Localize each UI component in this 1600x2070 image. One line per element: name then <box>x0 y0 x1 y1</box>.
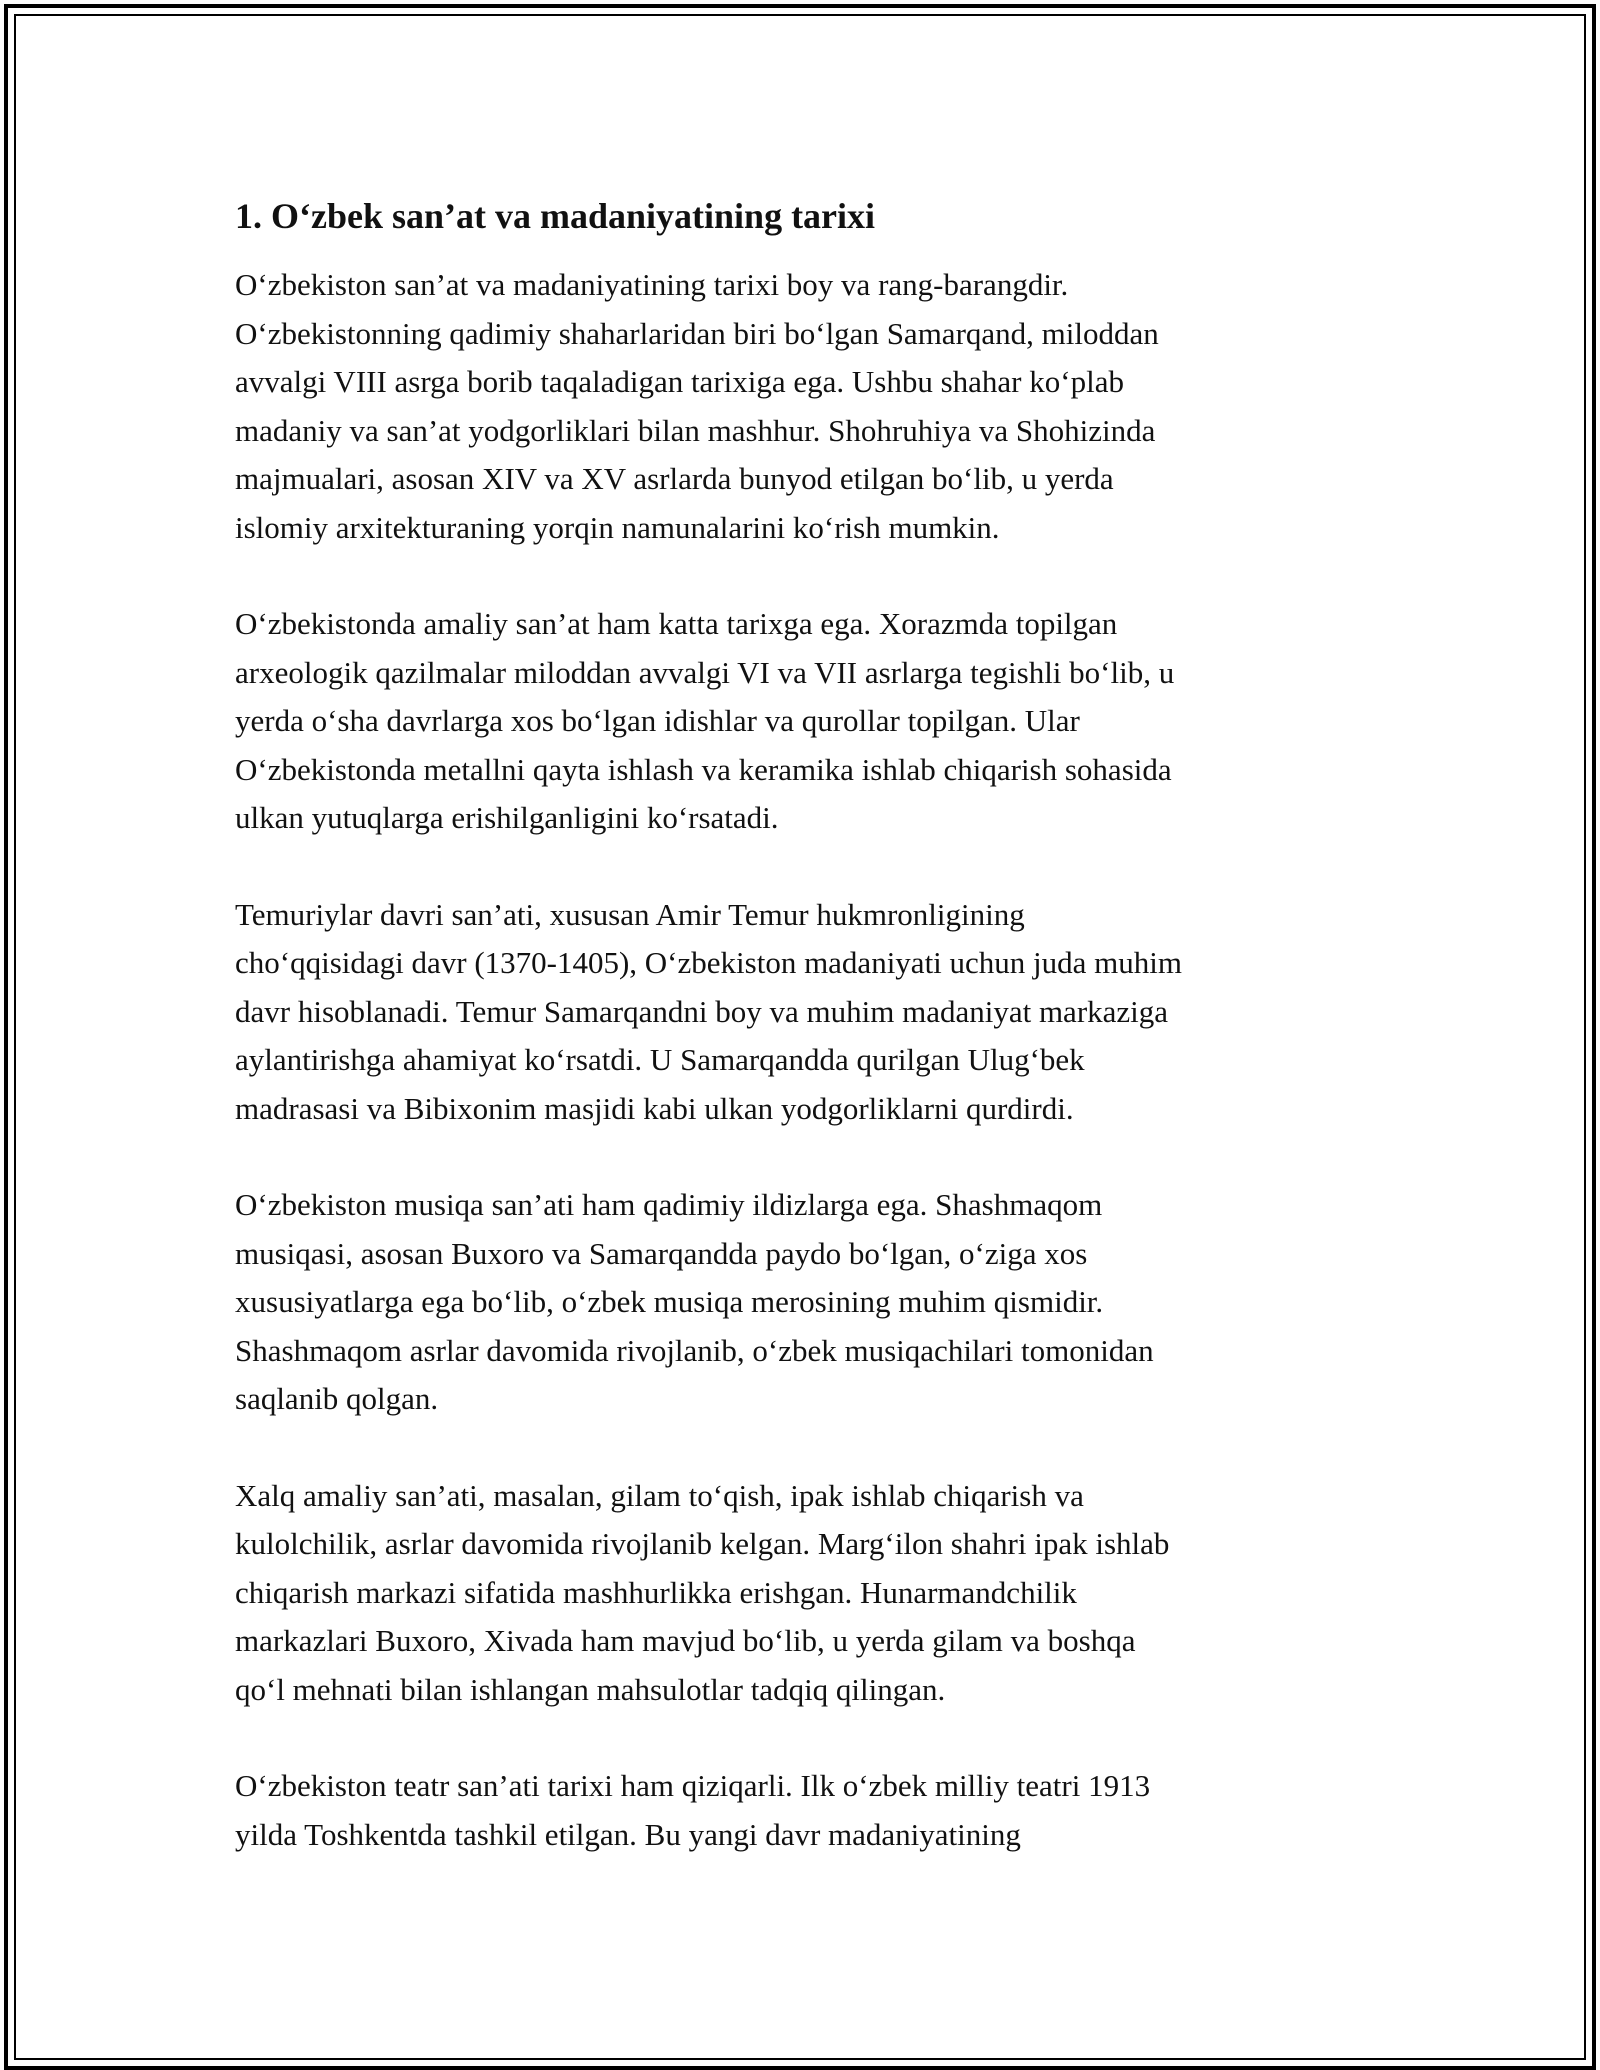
text-line: yerda o‘sha davrlarga xos bo‘lgan idishlar va qurollar topilgan. Ular <box>235 703 1080 738</box>
text-line: O‘zbekistonda metallni qayta ishlash va keramika ishlab chiqarish sohasida <box>235 751 1172 787</box>
paragraph-applied-art <box>235 600 1365 843</box>
paragraph-timurid-art <box>235 891 1365 1134</box>
text-line: aylantirishga ahamiyat ko‘rsatdi. U Samarqandda qurilgan Ulug‘bek <box>235 1042 1085 1077</box>
paragraph-theatre <box>235 1762 1365 1859</box>
text-line: madaniy va san’at yodgorliklari bilan mashhur. Shohruhiya va Shohizinda <box>235 412 1156 448</box>
text-line: O‘zbekiston teatr san’ati tarixi ham qiziqarli. Ilk o‘zbek milliy teatri 1913 <box>235 1768 1151 1803</box>
text-line: musiqasi, asosan Buxoro va Samarqandda paydo bo‘lgan, o‘ziga xos <box>235 1235 1088 1271</box>
text-line: O‘zbekiston musiqa san’ati ham qadimiy ildizlarga ega. Shashmaqom <box>235 1187 1103 1222</box>
paragraph-folk-art <box>235 1472 1365 1715</box>
text-line: arxeologik qazilmalar miloddan avvalgi VI va VII asrlarga tegishli bo‘lib, u <box>235 654 1175 690</box>
text-line: O‘zbekistonning qadimiy shaharlaridan biri bo‘lgan Samarqand, miloddan <box>235 315 1159 351</box>
paragraph-music <box>235 1181 1365 1424</box>
paragraph-samarqand <box>235 261 1365 552</box>
text-line: davr hisoblanadi. Temur Samarqandni boy va muhim madaniyat markaziga <box>235 993 1169 1029</box>
text-line: O‘zbekistonda amaliy san’at ham katta tarixga ega. Xorazmda topilgan <box>235 606 1118 641</box>
text-line: xususiyatlarga ega bo‘lib, o‘zbek musiqa merosining muhim qismidir. <box>235 1284 1104 1319</box>
section-title: 1. O‘zbek san’at va madaniyatining tarixi <box>235 196 876 236</box>
text-line: majmualari, asosan XIV va XV asrlarda bunyod etilgan bo‘lib, u yerda <box>235 461 1114 496</box>
text-line: Temuriylar davri san’ati, xususan Amir Temur hukmronligining <box>235 896 1025 932</box>
text-line: O‘zbekiston san’at va madaniyatining tarixi boy va rang-barangdir. <box>235 267 1069 302</box>
text-line: markazlari Buxoro, Xivada ham mavjud bo‘lib, u yerda gilam va boshqa <box>235 1623 1136 1658</box>
text-line: islomiy arxitekturaning yorqin namunalarini ko‘rish mumkin. <box>235 509 1000 545</box>
text-line: qo‘l mehnati bilan ishlangan mahsulotlar tadqiq qilingan. <box>235 1671 946 1707</box>
text-line: avvalgi VIII asrga borib taqaladigan tarixiga ega. Ushbu shahar ko‘plab <box>235 364 1124 399</box>
text-line: ulkan yutuqlarga erishilganligini ko‘rsatadi. <box>235 800 779 835</box>
text-line: cho‘qqisidagi davr (1370-1405), O‘zbekiston madaniyati uchun juda muhim <box>235 945 1183 980</box>
text-line: Shashmaqom asrlar davomida rivojlanib, o‘zbek musiqachilari tomonidan <box>235 1332 1154 1368</box>
text-line: kulolchilik, asrlar davomida rivojlanib kelgan. Marg‘ilon shahri ipak ishlab <box>235 1526 1170 1561</box>
text-line: Xalq amaliy san’ati, masalan, gilam to‘qish, ipak ishlab chiqarish va <box>235 1477 1084 1513</box>
text-line: chiqarish markazi sifatida mashhurlikka erishgan. Hunarmandchilik <box>235 1574 1077 1610</box>
document-body <box>235 185 1365 1907</box>
text-line: saqlanib qolgan. <box>235 1381 439 1416</box>
text-line: madrasasi va Bibixonim masjidi kabi ulkan yodgorliklarni qurdirdi. <box>235 1090 1074 1126</box>
text-line: yilda Toshkentda tashkil etilgan. Bu yangi davr madaniyatining <box>235 1816 1021 1852</box>
